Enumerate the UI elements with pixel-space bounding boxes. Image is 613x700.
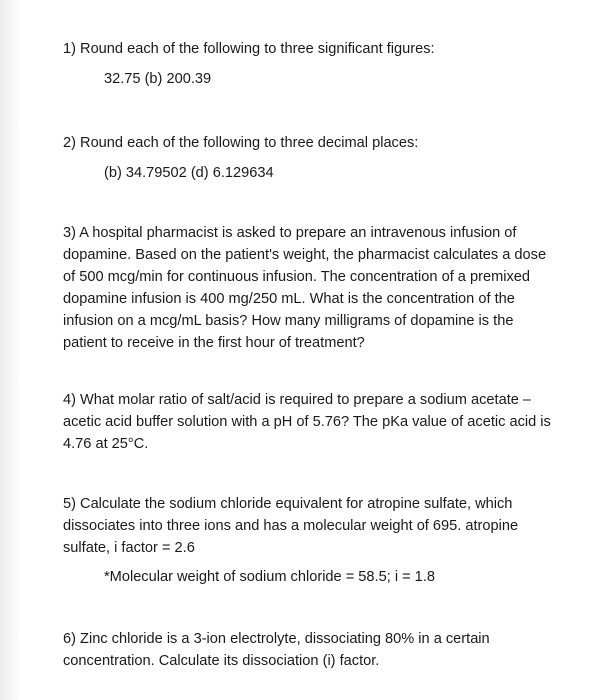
question-1-detail: 32.75 (b) 200.39 xyxy=(104,71,212,87)
question-3-line-3: of 500 mcg/min for continuous infusion. The concentration of a premixed xyxy=(63,269,530,285)
question-4-line-3: 4.76 at 25°C. xyxy=(63,436,149,452)
question-3 xyxy=(63,222,563,354)
question-5-line-2: dissociates into three ions and has a molecular weight of 695. atropine xyxy=(63,518,519,534)
question-5 xyxy=(63,493,563,559)
question-5-line-1: 5) Calculate the sodium chloride equivalent for atropine sulfate, which xyxy=(63,496,513,512)
question-3-line-1: 3) A hospital pharmacist is asked to prepare an intravenous infusion of xyxy=(63,225,517,241)
question-2 xyxy=(63,132,563,154)
question-1-line-1: 1) Round each of the following to three significant figures: xyxy=(63,41,435,57)
question-3-line-5: infusion on a mcg/mL basis? How many milligrams of dopamine is the xyxy=(63,313,514,329)
question-3-line-2: dopamine. Based on the patient's weight, the pharmacist calculates a dose xyxy=(63,247,547,263)
question-6-line-1: 6) Zinc chloride is a 3-ion electrolyte, dissociating 80% in a certain xyxy=(63,631,490,647)
question-2-detail: (b) 34.79502 (d) 6.129634 xyxy=(104,165,274,181)
question-5-line-3: sulfate, i factor = 2.6 xyxy=(63,540,195,556)
question-3-line-6: patient to receive in the first hour of treatment? xyxy=(63,335,365,351)
question-4 xyxy=(63,389,563,455)
question-3-line-4: dopamine infusion is 400 mg/250 mL. What is the concentration of the xyxy=(63,291,515,307)
question-4-line-2: acetic acid buffer solution with a pH of 5.76? The pKa value of acetic acid is xyxy=(63,414,551,430)
page-edge-shadow xyxy=(0,0,22,700)
question-5-detail: *Molecular weight of sodium chloride = 58.5; i = 1.8 xyxy=(104,569,435,585)
question-1 xyxy=(63,38,563,60)
question-6 xyxy=(63,628,563,672)
question-2-line-1: 2) Round each of the following to three decimal places: xyxy=(63,135,419,151)
question-4-line-1: 4) What molar ratio of salt/acid is required to prepare a sodium acetate – xyxy=(63,392,532,408)
question-6-line-2: concentration. Calculate its dissociation (i) factor. xyxy=(63,653,380,669)
